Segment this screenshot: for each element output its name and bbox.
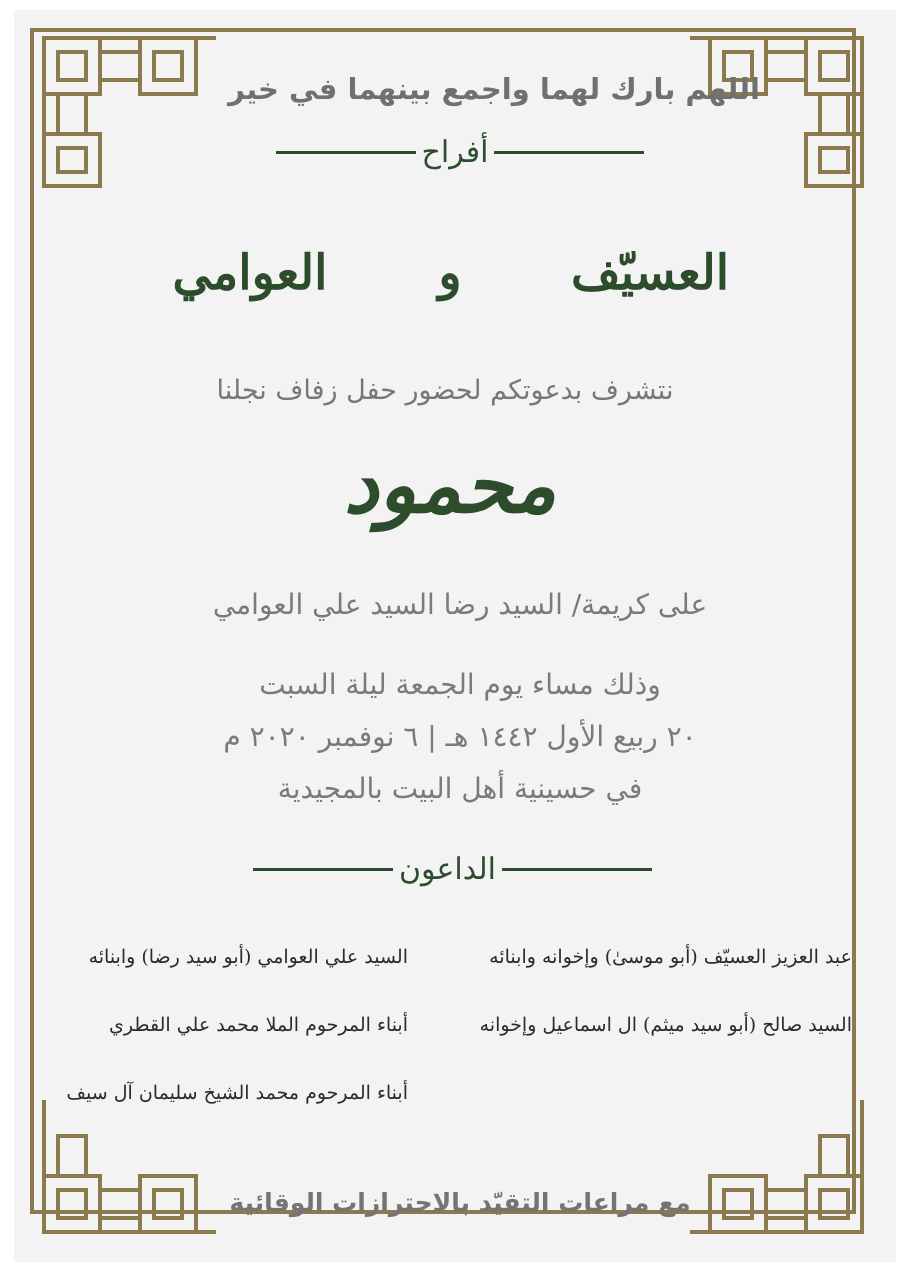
hosts-label: الداعون	[399, 852, 496, 887]
celebrations-label: أفراح	[421, 135, 489, 170]
precautions-note: مع مراعات التقيّد بالاحترازات الوقائية	[229, 1188, 691, 1217]
venue-line: في حسينية أهل البيت بالمجيدية	[277, 772, 643, 805]
heading-rule-right	[494, 151, 644, 154]
heading-rule-left	[276, 151, 416, 154]
hosts-rule-left	[253, 868, 393, 871]
card-border-frame	[30, 28, 856, 1214]
top-right-ornament-icon	[686, 34, 866, 190]
bride-family-name: العوامي	[172, 245, 328, 301]
host-item: أبناء المرحوم الملا محمد علي القطري	[109, 1014, 408, 1036]
invitation-text: نتشرف بدعوتكم لحضور حفل زفاف نجلنا	[216, 375, 674, 406]
host-item: عبد العزيز العسيّف (أبو موسىٰ) وإخوانه وابنائه	[489, 946, 852, 968]
hosts-heading	[245, 852, 660, 887]
blessing-text: اللهم بارك لهما واجمع بينهما في خير	[228, 72, 760, 106]
hosts-rule-right	[502, 868, 652, 871]
date-line-1: وذلك مساء يوم الجمعة ليلة السبت	[259, 668, 661, 701]
groom-family-name: العسيّف	[570, 245, 730, 301]
celebrations-heading	[270, 135, 650, 170]
family-connector: و	[438, 245, 462, 301]
top-left-ornament-icon	[40, 34, 220, 190]
host-item: السيد علي العوامي (أبو سيد رضا) وابنائه	[88, 946, 408, 968]
host-item: أبناء المرحوم محمد الشيخ سليمان آل سيف	[66, 1082, 408, 1104]
groom-name: محمود	[343, 440, 557, 531]
bride-line: على كريمة/ السيد رضا السيد علي العوامي	[212, 588, 708, 621]
date-line-2: ٢٠ ربيع الأول ١٤٤٢ هـ | ٦ نوفمبر ٢٠٢٠ م	[223, 720, 697, 753]
host-item: السيد صالح (أبو سيد ميثم) ال اسماعيل وإخوانه	[479, 1014, 852, 1036]
